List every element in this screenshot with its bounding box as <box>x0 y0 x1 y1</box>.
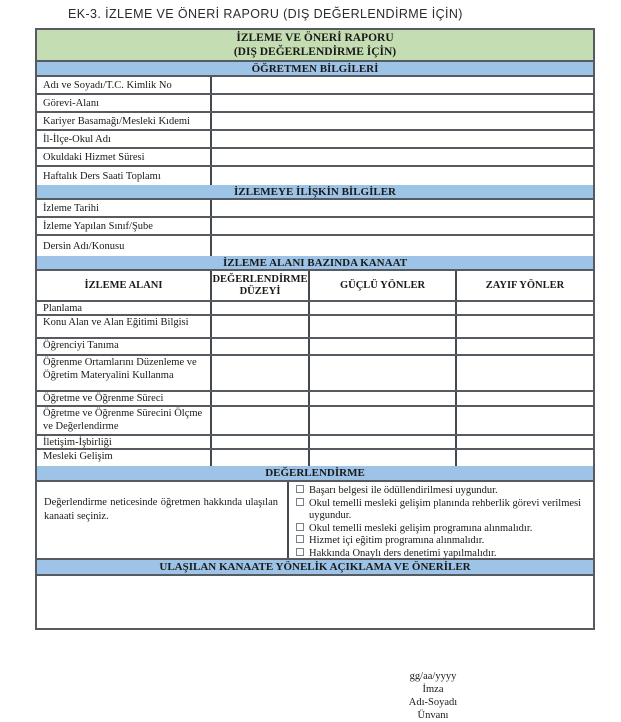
assessment-strengths-cell[interactable] <box>310 316 457 337</box>
checkbox-icon[interactable] <box>296 498 304 506</box>
evaluation-row <box>37 482 593 560</box>
assessment-column-header-row <box>37 271 593 302</box>
assessment-strengths-cell[interactable] <box>310 436 457 448</box>
assessment-level-cell[interactable] <box>212 356 310 390</box>
table-row <box>37 316 593 339</box>
field-label: Adı ve Soyadı/T.C. Kimlik No <box>37 77 212 93</box>
evaluation-option[interactable] <box>296 548 589 561</box>
evaluation-prompt: Değerlendirme neticesinde öğretmen hakkında ulaşılan kanaati seçiniz. <box>37 482 289 558</box>
assessment-weaknesses-cell[interactable] <box>457 316 593 337</box>
assessment-level-cell[interactable] <box>212 302 310 314</box>
evaluation-option-label: Başarı belgesi ile ödüllendirilmesi uygundur. <box>309 485 498 496</box>
evaluation-option-label: Okul temelli mesleki gelişim programına alınmalıdır. <box>309 522 533 534</box>
assessment-weaknesses-cell[interactable] <box>457 339 593 354</box>
table-row <box>37 392 593 407</box>
assessment-strengths-cell[interactable] <box>310 356 457 390</box>
section-header-teacher-info: ÖĞRETMEN BİLGİLERİ <box>37 62 593 77</box>
table-row <box>37 407 593 436</box>
column-header-weaknesses: ZAYIF YÖNLER <box>485 279 565 291</box>
report-form-table <box>35 28 595 630</box>
section-header-suggestions: ULAŞILAN KANAATE YÖNELİK AÇIKLAMA VE ÖNERİLER <box>37 560 593 576</box>
assessment-weaknesses-cell[interactable] <box>457 302 593 314</box>
table-row <box>37 113 593 131</box>
field-label: Okuldaki Hizmet Süresi <box>37 149 212 165</box>
checkbox-icon[interactable] <box>296 548 304 556</box>
evaluation-option-label: Okul temelli mesleki gelişim planında rehberlik görevi verilmesi uygundur. <box>309 497 582 522</box>
assessment-strengths-cell[interactable] <box>310 407 457 434</box>
assessment-row-label: Öğretme ve Öğrenme Süreci <box>37 392 212 405</box>
field-label: Görevi-Alanı <box>37 95 212 111</box>
assessment-strengths-cell[interactable] <box>310 392 457 405</box>
column-header-area: İZLEME ALANI <box>37 271 212 300</box>
assessment-level-cell[interactable] <box>212 316 310 337</box>
table-row <box>37 339 593 356</box>
table-row <box>37 436 593 450</box>
table-row <box>37 236 593 256</box>
assessment-row-label: Planlama <box>37 302 212 314</box>
assessment-level-cell[interactable] <box>212 450 310 466</box>
column-header-level: DEĞERLENDİRME DÜZEYİ <box>212 271 310 300</box>
table-row <box>37 302 593 316</box>
field-value-class-branch[interactable] <box>212 218 593 234</box>
table-row <box>37 131 593 149</box>
field-value-weekly-hours[interactable] <box>212 167 593 185</box>
field-value-monitoring-date[interactable] <box>212 200 593 216</box>
evaluation-option[interactable] <box>296 485 589 498</box>
field-label: İl-İlçe-Okul Adı <box>37 131 212 147</box>
field-label: İzleme Yapılan Sınıf/Şube <box>37 218 212 234</box>
assessment-strengths-cell[interactable] <box>310 339 457 354</box>
field-label: Dersin Adı/Konusu <box>37 236 212 256</box>
field-label: İzleme Tarihi <box>37 200 212 216</box>
field-value-school[interactable] <box>212 131 593 147</box>
field-value-service-time[interactable] <box>212 149 593 165</box>
table-row <box>37 356 593 392</box>
checkbox-icon[interactable] <box>296 535 304 543</box>
assessment-strengths-cell[interactable] <box>310 302 457 314</box>
evaluation-option-label: Hizmet içi eğitim programına alınmalıdır. <box>309 535 485 547</box>
report-title-line2: (DIŞ DEĞERLENDİRME İÇİN) <box>233 46 397 58</box>
field-label: Kariyer Basamağı/Mesleki Kıdemi <box>37 113 212 129</box>
assessment-weaknesses-cell[interactable] <box>457 356 593 390</box>
table-row <box>37 218 593 236</box>
column-header-strengths: GÜÇLÜ YÖNLER <box>310 271 457 300</box>
field-value-name-id[interactable] <box>212 77 593 93</box>
checkbox-icon[interactable] <box>296 523 304 531</box>
signature-block <box>363 670 503 722</box>
assessment-level-cell[interactable] <box>212 392 310 405</box>
section-header-monitoring-info: İZLEMEYE İLİŞKİN BİLGİLER <box>37 185 593 200</box>
assessment-level-cell[interactable] <box>212 436 310 448</box>
assessment-row-label: Öğrenme Ortamlarını Düzenleme ve Öğretim Materyalini Kullanma <box>37 356 212 390</box>
report-title-line1: İZLEME VE ÖNERİ RAPORU <box>236 32 394 44</box>
assessment-weaknesses-cell[interactable] <box>457 450 593 466</box>
section-header-assessment: İZLEME ALANI BAZINDA KANAAT <box>37 256 593 271</box>
evaluation-option[interactable] <box>296 498 589 523</box>
signature-imza-label: İmza <box>422 684 444 695</box>
signature-title-label: Ünvanı <box>417 710 449 721</box>
field-label: Haftalık Ders Saati Toplamı <box>37 167 212 185</box>
assessment-row-label: Öğrenciyi Tanıma <box>37 339 212 354</box>
checkbox-icon[interactable] <box>296 485 304 493</box>
evaluation-options <box>289 482 593 558</box>
table-row <box>37 167 593 185</box>
assessment-row-label: Konu Alan ve Alan Eğitimi Bilgisi <box>37 316 212 337</box>
assessment-weaknesses-cell[interactable] <box>457 436 593 448</box>
evaluation-option[interactable] <box>296 535 589 548</box>
field-value-lesson-topic[interactable] <box>212 236 593 256</box>
table-row <box>37 450 593 466</box>
page-title: EK-3. İZLEME VE ÖNERİ RAPORU (DIŞ DEĞERLENDİRME İÇİN) <box>68 7 463 21</box>
signature-name-label: Adı-Soyadı <box>408 697 458 708</box>
assessment-row-label: Öğretme ve Öğrenme Sürecini Ölçme ve Değerlendirme <box>37 407 212 434</box>
field-value-duty[interactable] <box>212 95 593 111</box>
table-row <box>37 77 593 95</box>
assessment-weaknesses-cell[interactable] <box>457 392 593 405</box>
field-value-career[interactable] <box>212 113 593 129</box>
assessment-row-label: İletişim-İşbirliği <box>37 436 212 448</box>
table-row <box>37 200 593 218</box>
evaluation-option[interactable] <box>296 523 589 536</box>
assessment-strengths-cell[interactable] <box>310 450 457 466</box>
assessment-level-cell[interactable] <box>212 407 310 434</box>
assessment-row-label: Mesleki Gelişim <box>37 450 212 466</box>
signature-date-format: gg/aa/yyyy <box>409 671 457 682</box>
section-header-evaluation: DEĞERLENDİRME <box>37 466 593 482</box>
assessment-weaknesses-cell[interactable] <box>457 407 593 434</box>
suggestions-text-area[interactable] <box>37 576 593 628</box>
evaluation-option-label: Hakkında Onaylı ders denetimi yapılmalıdır. <box>309 547 497 559</box>
table-row <box>37 149 593 167</box>
report-title-banner <box>37 30 593 62</box>
table-row <box>37 95 593 113</box>
assessment-level-cell[interactable] <box>212 339 310 354</box>
